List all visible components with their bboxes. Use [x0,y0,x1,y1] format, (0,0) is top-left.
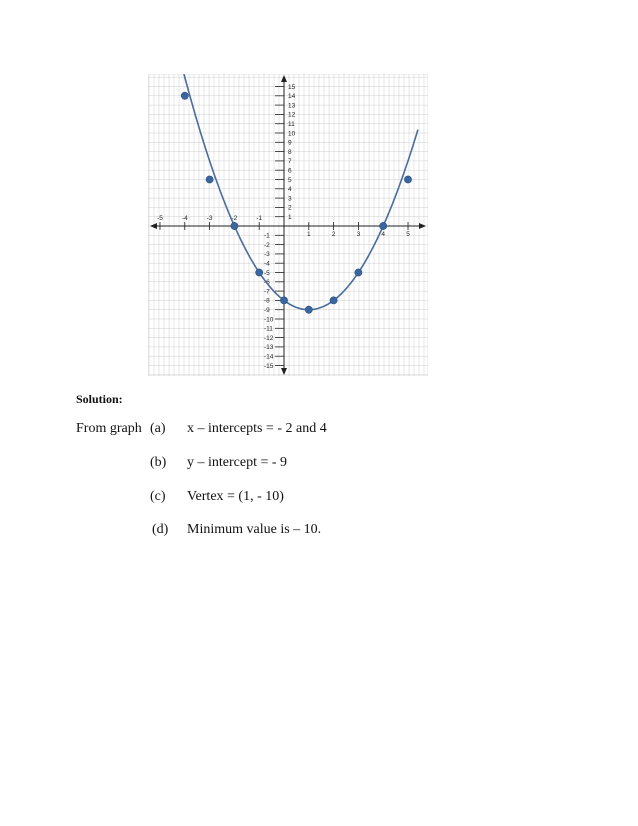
y-tick-label: -9 [264,307,270,314]
x-tick-label: -3 [206,215,213,222]
y-tick-label: -10 [264,316,274,324]
y-tick-label: 10 [288,130,296,138]
data-point [330,297,337,304]
y-tick-label: -14 [264,353,274,361]
y-tick-label: 8 [288,148,292,156]
y-tick-label: 6 [288,167,292,175]
item-letter: (c) [150,489,166,504]
y-tick-label: -8 [264,297,270,305]
data-point [404,176,411,183]
y-tick-label: 2 [288,204,292,212]
y-tick-label: -12 [264,334,274,342]
item-text: x – intercepts = - 2 and 4 [187,421,327,436]
quadratic-graph [148,74,428,376]
y-tick-label: 14 [288,93,296,101]
y-tick-label: -15 [264,362,274,370]
y-tick-label: 12 [288,111,296,119]
x-tick-label: -4 [181,215,188,222]
x-tick-label: 5 [406,231,410,238]
y-tick-label: 11 [288,121,295,128]
y-tick-label: -2 [264,241,270,249]
y-tick-label: 7 [288,158,292,166]
y-tick-label: -1 [264,232,270,240]
from-graph-label: From graph [76,421,142,436]
y-tick-label: -6 [264,279,270,287]
y-tick-label: 9 [288,139,292,147]
y-tick-label: 5 [288,176,292,184]
item-text: y – intercept = - 9 [187,455,288,470]
item-letter: (b) [150,455,167,470]
item-letter: (d) [152,522,169,537]
data-point [380,222,387,229]
data-point [231,222,238,229]
y-tick-label: 4 [288,186,292,194]
x-tick-label: -5 [157,215,163,222]
data-point [355,269,362,276]
x-tick-label: -1 [256,215,263,222]
x-tick-label: 1 [306,231,311,238]
y-tick-label: -7 [264,288,270,296]
data-point [181,92,188,99]
y-tick-label: 15 [288,83,296,91]
x-tick-label: 4 [381,231,386,238]
y-tick-label: -11 [264,325,273,333]
data-point [280,297,287,304]
x-tick-label: 2 [331,231,336,238]
x-tick-label: 3 [356,231,361,238]
data-point [206,176,213,183]
x-tick-label: -2 [231,215,238,222]
y-tick-label: -3 [264,251,270,259]
item-text: Vertex = (1, - 10) [187,489,284,504]
item-letter: (a) [150,421,166,436]
item-text: Minimum value is – 10. [187,522,322,537]
y-tick-label: 1 [288,214,292,221]
y-tick-label: 13 [288,102,296,110]
solution-heading: Solution: [76,392,123,406]
y-tick-label: -13 [264,344,274,352]
data-point [305,306,312,313]
y-tick-label: -5 [264,269,270,277]
data-point [256,269,263,276]
y-tick-label: -4 [264,260,270,268]
y-tick-label: 3 [288,195,292,203]
